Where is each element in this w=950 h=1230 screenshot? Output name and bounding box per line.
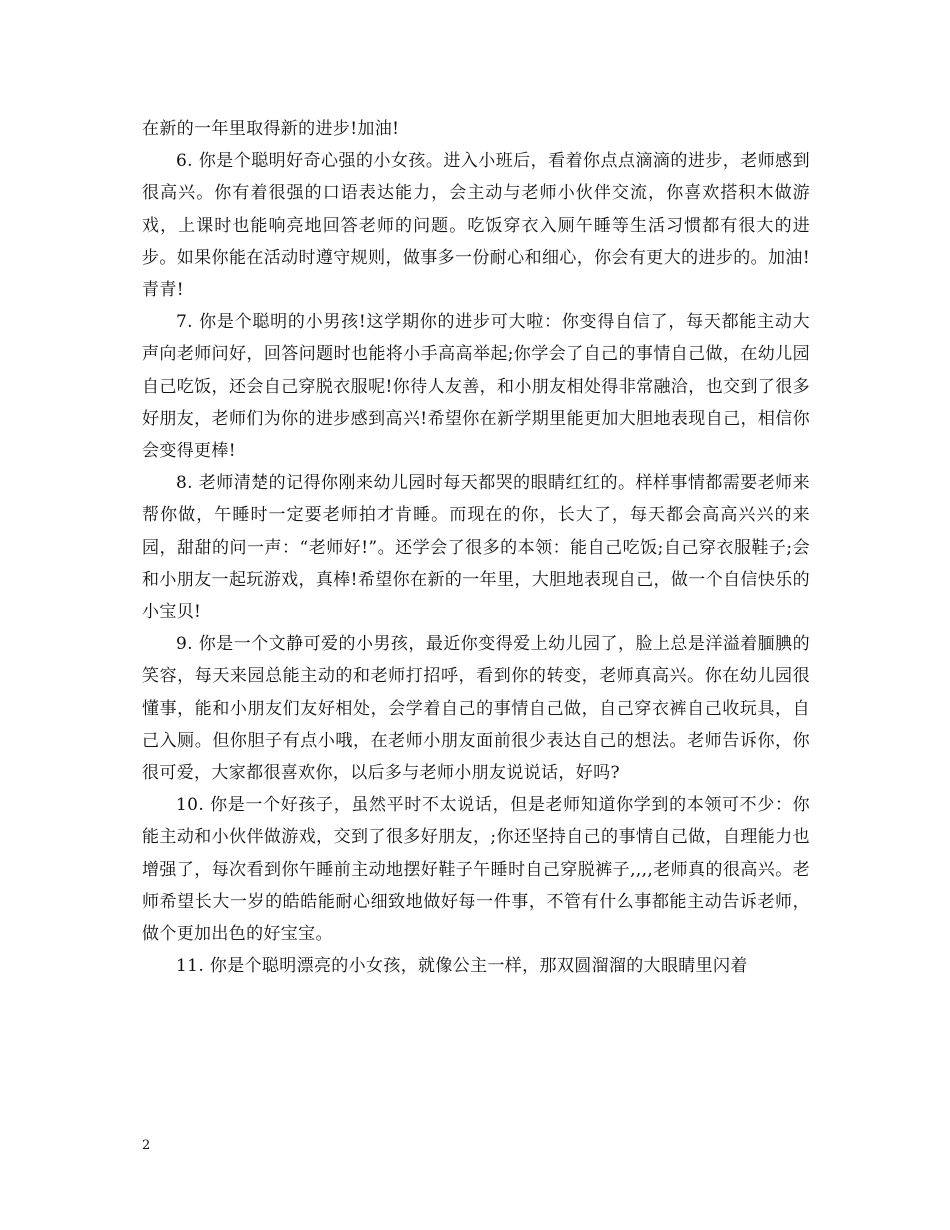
paragraph-item-10: 10. 你是一个好孩子，虽然平时不太说话，但是老师知道你学到的本领可不少：你能主动和小伙伴做游戏，交到了很多好朋友，;你还坚持自己的事情自己做，自理能力也增强了，每次看到你午睡前主动地摆好鞋子午睡时自己穿脱裤子,,,,老师真的很高兴。老师希望长大一岁的皓皓能耐心细致地做好每一件事，不管有什么事都能主动告诉老师，做个更加出色的好宝宝。 — [142, 795, 810, 945]
paragraph-item-6: 6. 你是个聪明好奇心强的小女孩。进入小班后，看着你点点滴滴的进步，老师感到很高兴。你有着很强的口语表达能力，会主动与老师小伙伴交流，你喜欢搭积木做游戏，上课时也能响亮地回答老师的问题。吃饭穿衣入厕午睡等生活习惯都有很大的进步。如果你能在活动时遵守规则，做事多一份耐心和细心，你会有更大的进步的。加油!青青! — [142, 151, 810, 301]
paragraph-continuation: 在新的一年里取得新的进步!加油! — [142, 119, 400, 139]
paragraph-item-8: 8. 老师清楚的记得你刚来幼儿园时每天都哭的眼睛红红的。样样事情都需要老师来帮你做，午睡时一定要老师拍才肯睡。而现在的你，长大了，每天都会高高兴兴的来园，甜甜的问一声：“老师好!”。还学会了很多的本领：能自己吃饭;自己穿衣服鞋子;会和小朋友一起玩游戏，真棒!希望你在新的一年里，大胆地表现自己，做一个自信快乐的小宝贝! — [142, 473, 810, 623]
page-number: 2 — [142, 1138, 151, 1153]
body-text — [142, 113, 810, 982]
paragraph-item-7: 7. 你是个聪明的小男孩!这学期你的进步可大啦：你变得自信了，每天都能主动大声向老师问好，回答问题时也能将小手高高举起;你学会了自己的事情自己做，在幼儿园自己吃饭，还会自己穿脱衣服呢!你待人友善，和小朋友相处得非常融洽，也交到了很多好朋友，老师们为你的进步感到高兴!希望你在新学期里能更加大胆地表现自己，相信你会变得更棒! — [142, 312, 810, 462]
paragraph-item-9: 9. 你是一个文静可爱的小男孩，最近你变得爱上幼儿园了，脸上总是洋溢着腼腆的笑容，每天来园总能主动的和老师打招呼，看到你的转变，老师真高兴。你在幼儿园很懂事，能和小朋友们友好相处，会学着自己的事情自己做，自己穿衣裤自己收玩具，自己入厕。但你胆子有点小哦，在老师小朋友面前很少表达自己的想法。老师告诉你，你很可爱，大家都很喜欢你，以后多与老师小朋友说说话，好吗? — [142, 634, 810, 784]
paragraph-item-11: 11. 你是个聪明漂亮的小女孩，就像公主一样，那双圆溜溜的大眼睛里闪着 — [176, 956, 748, 977]
